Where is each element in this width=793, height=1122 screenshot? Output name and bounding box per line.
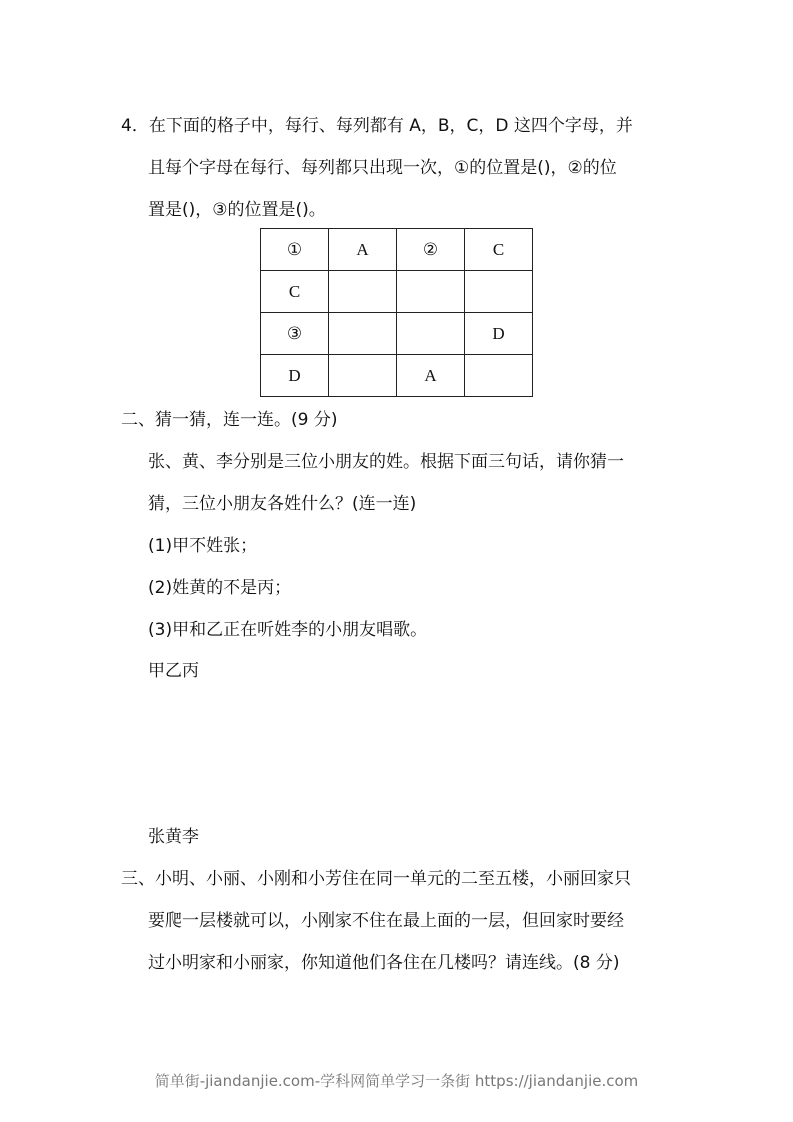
- letter-grid: [260, 228, 533, 397]
- grid-cell: D: [465, 313, 533, 355]
- clue-2: (2)姓黄的不是丙；: [148, 578, 292, 598]
- q4-text-line-2: 且每个字母在每行、每列都只出现一次，①的位置是()，②的位: [148, 158, 617, 178]
- grid-cell: A: [397, 355, 465, 397]
- q4-text-line-3: 置是()，③的位置是()。: [148, 200, 326, 220]
- section2-intro-line-2: 猜，三位小朋友各姓什么？(连一连): [148, 494, 417, 514]
- section3-line-2: 要爬一层楼就可以，小刚家不住在最上面的一层，但回家时要经: [148, 911, 624, 931]
- grid-row: [261, 313, 533, 355]
- q4-text-line-1: 4．在下面的格子中，每行、每列都有 A，B，C，D 这四个字母，并: [121, 116, 633, 136]
- grid-cell: [465, 355, 533, 397]
- grid-row: [261, 355, 533, 397]
- page-footer: 简单街-jiandanjie.com-学科网简单学习一条街 https://jiandanjie.com: [154, 1072, 639, 1090]
- section2-heading: 二、猜一猜，连一连。(9 分): [121, 410, 338, 430]
- section3-line-1: 三、小明、小丽、小刚和小芳住在同一单元的二至五楼，小丽回家只: [121, 869, 631, 889]
- clue-3: (3)甲和乙正在听姓李的小朋友唱歌。: [148, 620, 428, 640]
- grid-cell: A: [329, 229, 397, 271]
- grid-cell: ③: [261, 313, 329, 355]
- grid-cell: ②: [397, 229, 465, 271]
- clue-1: (1)甲不姓张；: [148, 536, 258, 556]
- grid-cell: [329, 271, 397, 313]
- grid-row: [261, 271, 533, 313]
- grid-cell: [329, 355, 397, 397]
- grid-cell: [397, 271, 465, 313]
- grid-cell: C: [261, 271, 329, 313]
- section2-intro-line-1: 张、黄、李分别是三位小朋友的姓。根据下面三句话，请你猜一: [148, 452, 624, 472]
- grid-cell: C: [465, 229, 533, 271]
- people-row: 甲乙丙: [148, 661, 199, 681]
- grid-cell: [329, 313, 397, 355]
- grid-row: [261, 229, 533, 271]
- grid-cell: [397, 313, 465, 355]
- section3-line-3: 过小明家和小丽家，你知道他们各住在几楼吗？请连线。(8 分): [148, 953, 620, 973]
- grid-cell: [465, 271, 533, 313]
- surnames-row: 张黄李: [148, 827, 199, 847]
- grid-cell: ①: [261, 229, 329, 271]
- grid-cell: D: [261, 355, 329, 397]
